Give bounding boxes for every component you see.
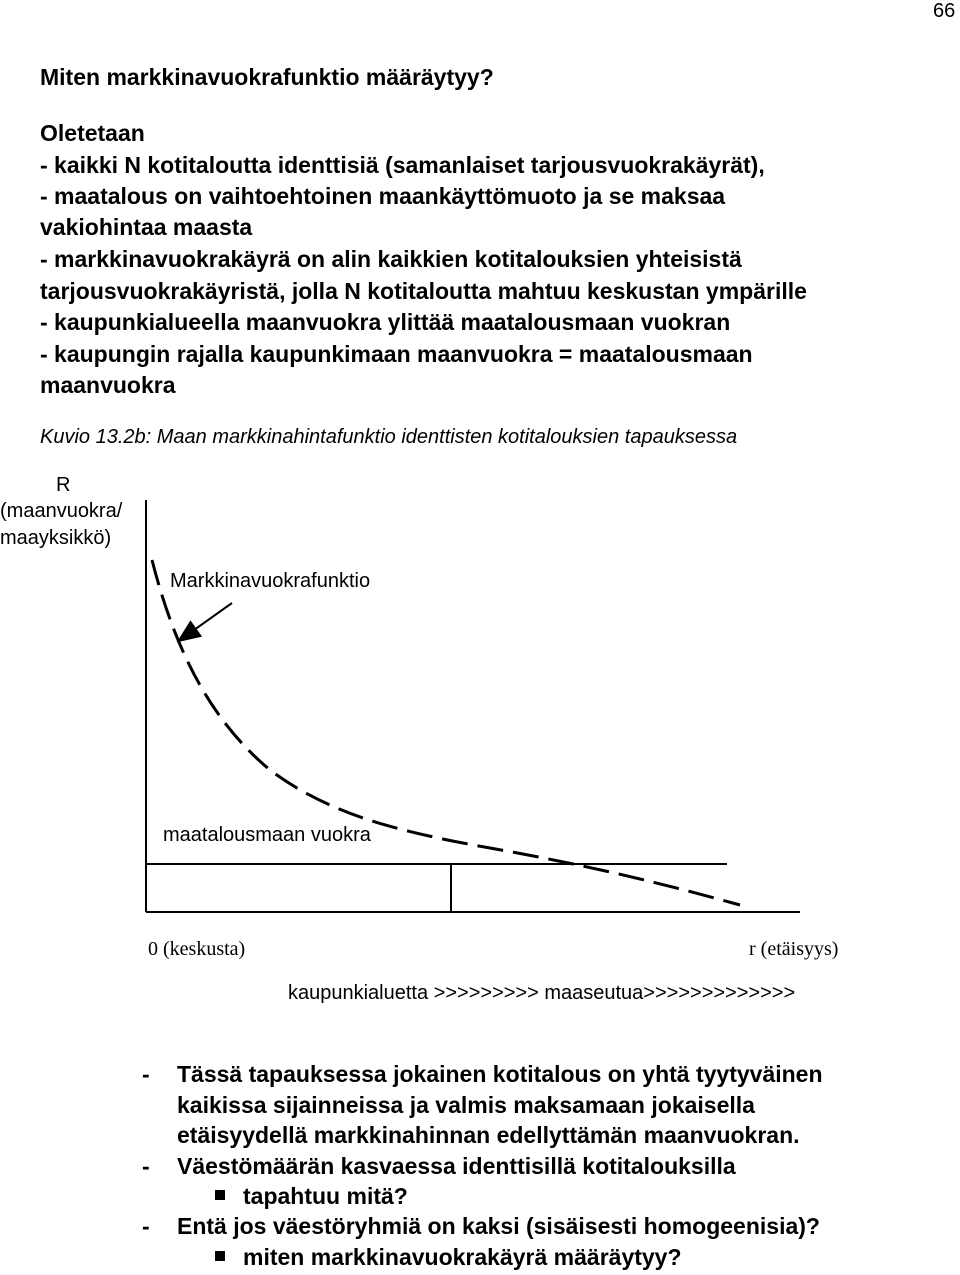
zones-label: kaupunkialuetta >>>>>>>>> maaseutua>>>>>>>>>>>>> xyxy=(288,982,796,1004)
bullet-dash-marker: - xyxy=(142,1153,150,1179)
bullet-line: etäisyydellä markkinahinnan edellyttämän maanvuokran. xyxy=(177,1122,800,1148)
square-bullet-icon xyxy=(215,1190,225,1200)
market-rent-curve xyxy=(152,560,740,905)
x-axis-label: r (etäisyys) xyxy=(749,938,839,960)
agricultural-rent-label: maatalousmaan vuokra xyxy=(163,824,371,846)
bullet-line: Väestömäärän kasvaessa identtisillä kotitalouksilla xyxy=(177,1153,736,1179)
bullet-line: Tässä tapauksessa jokainen kotitalous on yhtä tyytyväinen xyxy=(177,1061,823,1087)
assumptions-intro: Oletetaan xyxy=(40,120,145,146)
assumption-line: - kaupungin rajalla kaupunkimaan maanvuokra = maatalousmaan xyxy=(40,341,753,367)
origin-label: 0 (keskusta) xyxy=(148,938,246,960)
sub-bullet xyxy=(215,1244,682,1271)
y-axis-label-unit: (maanvuokra/ xyxy=(0,500,123,522)
square-bullet-icon xyxy=(215,1251,225,1261)
bullet-line: kaikissa sijainneissa ja valmis maksamaan jokaisella xyxy=(177,1092,755,1118)
curve-label-arrow xyxy=(180,603,232,640)
assumption-line: - kaikki N kotitaloutta identtisiä (samanlaiset tarjousvuokrakäyrät), xyxy=(40,152,765,178)
bullet-line: miten markkinavuokrakäyrä määräytyy? xyxy=(243,1244,682,1270)
assumption-line: - markkinavuokrakäyrä on alin kaikkien kotitalouksien yhteisistä xyxy=(40,246,742,272)
assumption-line: maanvuokra xyxy=(40,372,176,398)
assumption-line: - maatalous on vaihtoehtoinen maankäyttömuoto ja se maksaa xyxy=(40,183,726,209)
bullet-line: tapahtuu mitä? xyxy=(243,1183,408,1209)
bullet-dash-marker: - xyxy=(142,1061,150,1087)
bullet-dash-marker: - xyxy=(142,1213,150,1239)
assumption-line: tarjousvuokrakäyristä, jolla N kotitaloutta mahtuu keskustan ympärille xyxy=(40,278,807,304)
page-heading: Miten markkinavuokrafunktio määräytyy? xyxy=(40,64,494,90)
sub-bullet xyxy=(215,1183,408,1210)
y-axis-label-r: R xyxy=(56,474,71,496)
page-number: 66 xyxy=(933,0,956,22)
y-axis-label-unit2: maayksikkö) xyxy=(0,527,112,549)
bullet-line: Entä jos väestöryhmiä on kaksi (sisäisesti homogeenisia)? xyxy=(177,1213,820,1239)
figure-caption: Kuvio 13.2b: Maan markkinahintafunktio identtisten kotitalouksien tapauksessa xyxy=(40,426,738,448)
assumption-line: - kaupunkialueella maanvuokra ylittää maatalousmaan vuokran xyxy=(40,309,731,335)
assumption-line: vakiohintaa maasta xyxy=(40,214,253,240)
market-rent-curve-label: Markkinavuokrafunktio xyxy=(170,570,371,592)
